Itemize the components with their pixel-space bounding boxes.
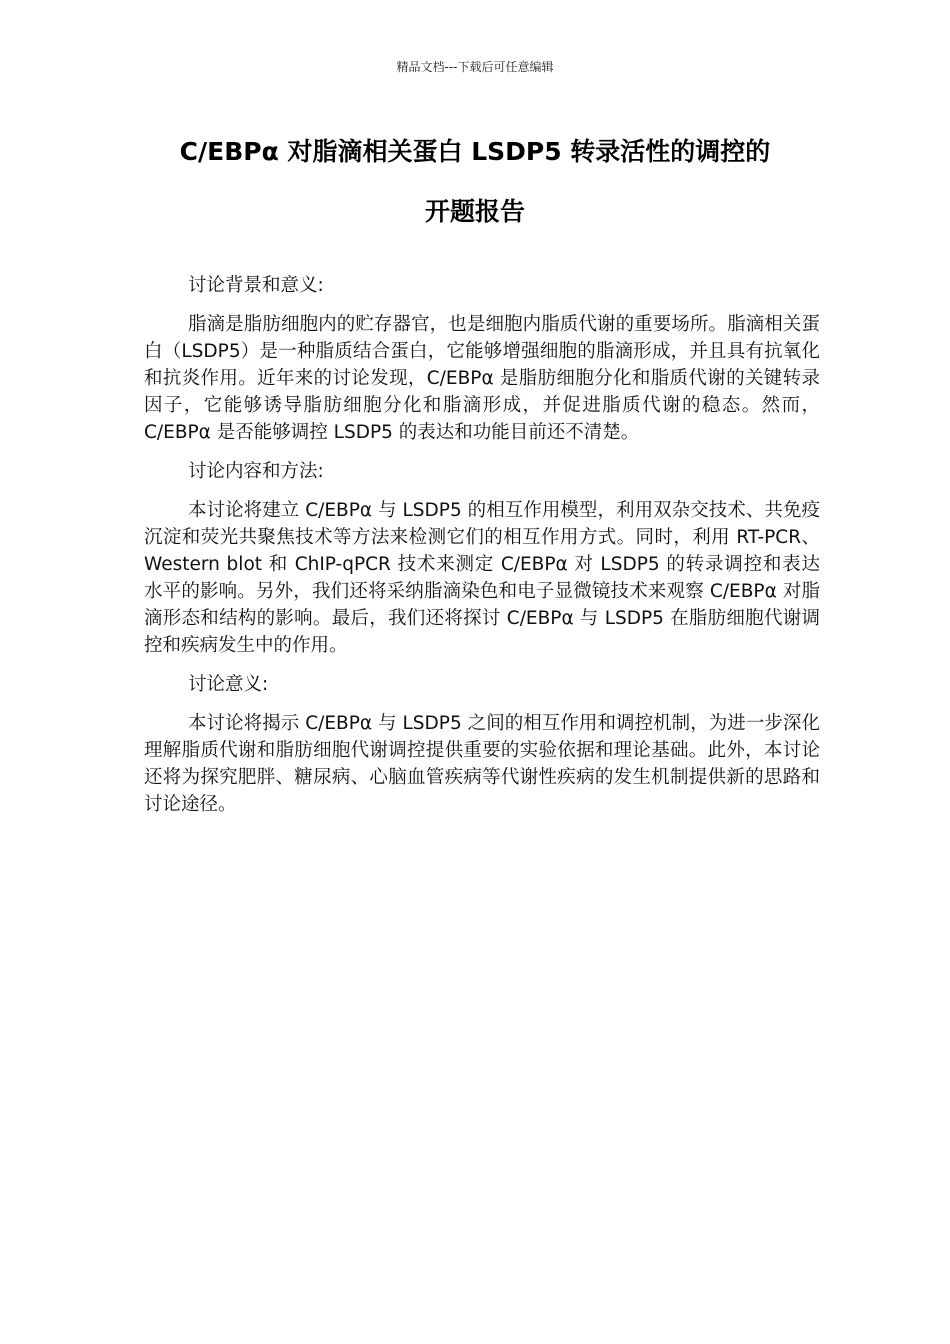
title-line-1: C/EBPα 对脂滴相关蛋白 LSDP5 转录活性的调控的 — [179, 137, 771, 166]
document-title — [0, 132, 950, 232]
section-paragraph-significance: 本讨论将揭示 C/EBPα 与 LSDP5 之间的相互作用和调控机制，为进一步深化理解脂质代谢和脂肪细胞代谢调控提供重要的实验依据和理论基础。此外，本讨论还将为探究肥胖、糖尿病、心脑血管疾病等代谢性疾病的发生机制提供新的思路和讨论途径。 — [144, 713, 820, 815]
section-heading-methods: 讨论内容和方法: — [188, 461, 324, 482]
header-note: 精品文档---下载后可任意编辑 — [396, 60, 554, 74]
section-heading-background: 讨论背景和意义: — [188, 275, 324, 296]
document-body — [144, 272, 820, 830]
section-paragraph-background: 脂滴是脂肪细胞内的贮存器官，也是细胞内脂质代谢的重要场所。脂滴相关蛋白（LSDP5）是一种脂质结合蛋白，它能够增强细胞的脂滴形成，并且具有抗氧化和抗炎作用。近年来的讨论发现，C/EBPα 是脂肪细胞分化和脂质代谢的关键转录因子，它能够诱导脂肪细胞分化和脂滴形成，并促进脂质代谢的稳态。然而，C/EBPα 是否能够调控 LSDP5 的表达和功能目前还不清楚。 — [144, 314, 820, 443]
section-heading-significance: 讨论意义: — [188, 674, 269, 695]
title-line-2: 开题报告 — [424, 197, 525, 226]
section-paragraph-methods: 本讨论将建立 C/EBPα 与 LSDP5 的相互作用模型，利用双杂交技术、共免疫沉淀和荧光共聚焦技术等方法来检测它们的相互作用方式。同时，利用 RT-PCR、Western blot 和 ChIP-qPCR 技术来测定 C/EBPα 对 LSDP5 的转录调控和表达水平的影响。另外，我们还将采纳脂滴染色和电子显微镜技术来观察 C/EBPα 对脂滴形态和结构的影响。最后，我们还将探讨 C/EBPα 与 LSDP5 在脂肪细胞代谢调控和疾病发生中的作用。 — [144, 500, 820, 656]
